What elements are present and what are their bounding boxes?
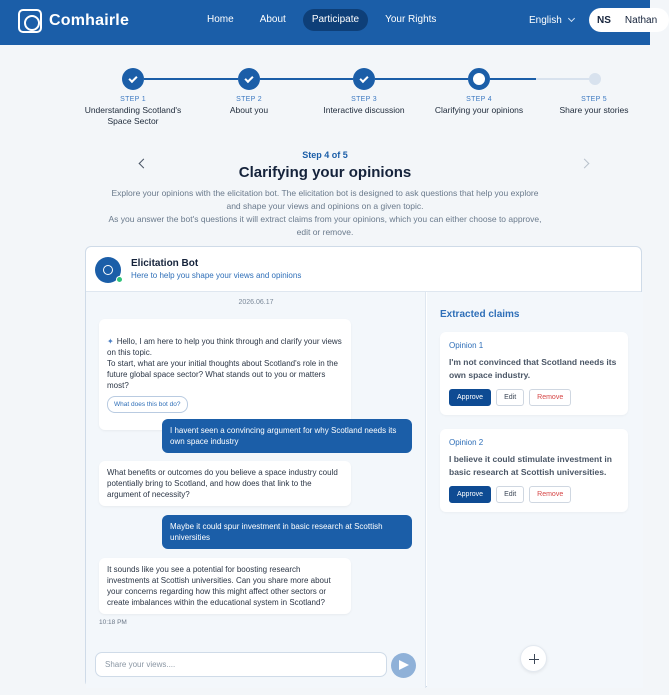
brand-logo[interactable] bbox=[18, 9, 129, 33]
claim-label: Opinion 1 bbox=[449, 341, 484, 350]
top-navigation-bar bbox=[0, 0, 658, 45]
claims-title: Extracted claims bbox=[440, 309, 520, 320]
send-button[interactable] bbox=[391, 653, 416, 678]
chat-bubble-icon bbox=[103, 265, 113, 275]
approve-button[interactable]: Approve bbox=[449, 389, 491, 406]
step-label: About you bbox=[229, 105, 269, 115]
nav-participate[interactable]: Participate bbox=[303, 9, 368, 31]
step-1-indicator[interactable] bbox=[122, 68, 144, 90]
step-heading bbox=[0, 150, 650, 239]
claim-actions bbox=[449, 486, 619, 503]
description-paragraph: As you answer the bot's questions it will extract claims from your opinions, which you can either choose to approve, edit or remove. bbox=[108, 214, 542, 237]
user-message: I havent seen a convincing argument for why Scotland needs its own space industry bbox=[162, 419, 412, 453]
add-claim-button[interactable] bbox=[520, 645, 547, 672]
brand-name: Comhairle bbox=[49, 12, 130, 29]
nav-home[interactable]: Home bbox=[207, 14, 234, 25]
step-3 bbox=[309, 96, 419, 116]
step-connector bbox=[536, 78, 589, 80]
step-connector bbox=[260, 78, 353, 80]
language-label: English bbox=[529, 15, 562, 26]
claim-label: Opinion 2 bbox=[449, 438, 484, 447]
elicitation-panel bbox=[85, 246, 642, 687]
page-title: Clarifying your opinions bbox=[238, 164, 412, 181]
step-connector bbox=[144, 78, 238, 80]
step-number: STEP 4 bbox=[466, 96, 492, 103]
check-icon bbox=[359, 73, 368, 82]
message-input[interactable]: Share your views.... bbox=[95, 652, 387, 677]
description-paragraph: Explore your opinions with the elicitation bot. The elicitation bot is designed to ask questions that help you explore and shape your views and opinions on a given topic. bbox=[111, 188, 539, 211]
step-1 bbox=[78, 96, 188, 127]
bot-header bbox=[86, 247, 641, 292]
check-icon bbox=[128, 73, 137, 82]
step-connector bbox=[375, 78, 468, 80]
step-4-indicator[interactable] bbox=[468, 68, 490, 90]
edit-button[interactable]: Edit bbox=[496, 389, 524, 406]
sparkle-icon: ✦ bbox=[107, 337, 114, 346]
step-number: STEP 3 bbox=[351, 96, 377, 103]
step-5-indicator bbox=[589, 73, 601, 85]
claim-card bbox=[440, 429, 628, 512]
bot-info-chip[interactable]: What does this bot do? bbox=[107, 396, 188, 413]
step-label: Share your stories bbox=[559, 105, 629, 115]
step-connector bbox=[490, 78, 536, 80]
chat-thread[interactable] bbox=[86, 292, 426, 688]
language-selector[interactable] bbox=[529, 15, 574, 26]
bot-message: It sounds like you see a potential for boosting research investments at Scottish universities. Can you share more about your concerns regarding how this might affect other sectors or create imbalances within the educational system in Scotland? bbox=[99, 558, 351, 614]
step-number: STEP 1 bbox=[120, 96, 146, 103]
online-status-indicator bbox=[116, 276, 123, 283]
remove-button[interactable]: Remove bbox=[529, 389, 571, 406]
claim-text: I'm not convinced that Scotland needs its own space industry. bbox=[449, 357, 617, 380]
check-icon bbox=[244, 73, 253, 82]
main-nav bbox=[198, 9, 445, 31]
nav-your-rights[interactable]: Your Rights bbox=[385, 14, 437, 25]
user-menu[interactable] bbox=[589, 8, 669, 32]
edit-button[interactable]: Edit bbox=[496, 486, 524, 503]
user-initials: NS bbox=[597, 14, 611, 26]
chat-date: 2026.06.17 bbox=[238, 299, 274, 306]
message-timestamp: 10:18 PM bbox=[99, 619, 127, 626]
step-label: Interactive discussion bbox=[323, 105, 405, 115]
claim-text: I believe it could stimulate investment in basic research at Scottish universities. bbox=[449, 454, 612, 477]
step-5 bbox=[539, 96, 649, 116]
extracted-claims-panel bbox=[427, 292, 643, 688]
progress-stepper bbox=[0, 63, 650, 133]
nav-about[interactable]: About bbox=[259, 14, 286, 25]
bot-message bbox=[99, 319, 351, 430]
chevron-down-icon bbox=[568, 15, 575, 22]
step-2-indicator[interactable] bbox=[238, 68, 260, 90]
step-3-indicator[interactable] bbox=[353, 68, 375, 90]
remove-button[interactable]: Remove bbox=[529, 486, 571, 503]
logo-icon bbox=[18, 9, 42, 33]
step-number: STEP 5 bbox=[581, 96, 607, 103]
step-4 bbox=[424, 96, 534, 116]
page-description bbox=[105, 187, 545, 239]
approve-button[interactable]: Approve bbox=[449, 486, 491, 503]
step-2 bbox=[194, 96, 304, 116]
bot-name: Elicitation Bot bbox=[131, 258, 199, 269]
claim-card bbox=[440, 332, 628, 415]
user-name: Nathan bbox=[624, 14, 658, 26]
bot-message: What benefits or outcomes do you believe a space industry could potentially bring to Scotland, and how does that link to the argument of necessity? bbox=[99, 461, 351, 506]
user-message: Maybe it could spur investment in basic research at Scottish universities bbox=[162, 515, 412, 549]
step-label: Understanding Scotland's Space Sector bbox=[84, 105, 182, 126]
step-counter: Step 4 of 5 bbox=[302, 150, 348, 160]
message-text: Hello, I am here to help you think through and clarify your views on this topic. To start, what are your initial thoughts about Scotland's role in the future global space sector? What stands out to you or matters most? bbox=[107, 337, 342, 390]
step-label: Clarifying your opinions bbox=[434, 105, 524, 115]
bot-subtitle: Here to help you shape your views and opinions bbox=[131, 271, 302, 280]
step-number: STEP 2 bbox=[236, 96, 262, 103]
claim-actions bbox=[449, 389, 619, 406]
